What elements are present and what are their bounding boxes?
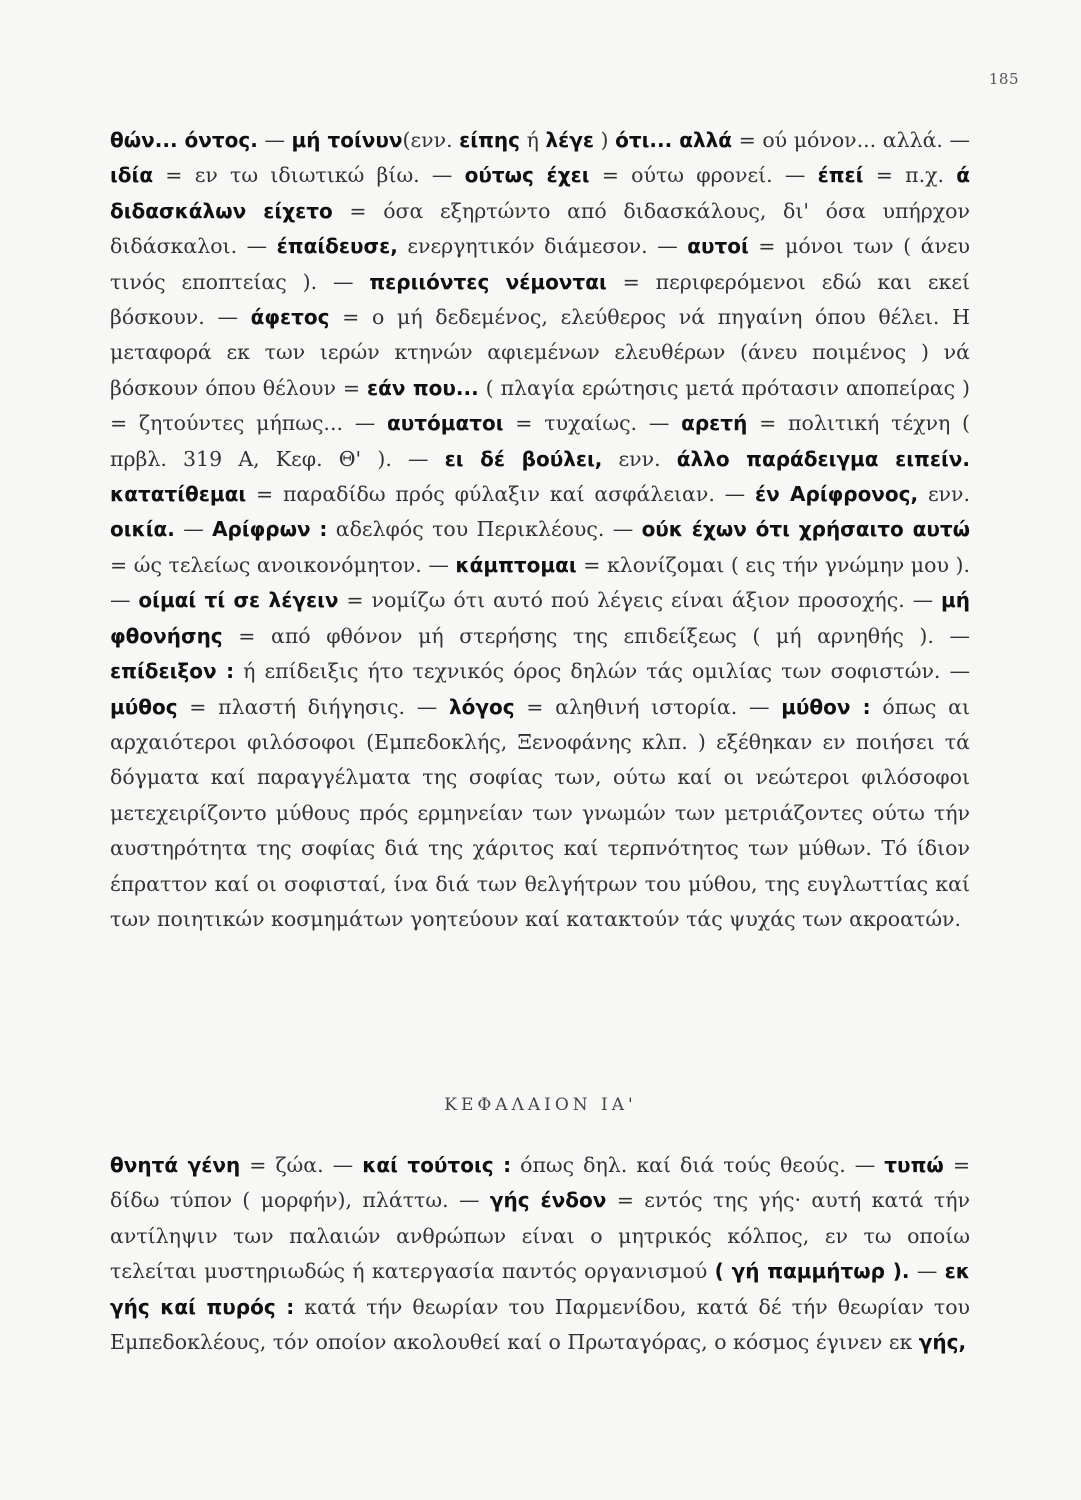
lemma: άλλο παράδειγμα ειπείν. xyxy=(676,446,971,471)
gloss-text: αδελφός του Περικλέους. — xyxy=(327,517,642,542)
gloss-text: = τυχαίως. — xyxy=(503,411,682,436)
gloss-text: = δίδω τύπον ( μορφήν), πλάττω. — xyxy=(110,1153,970,1213)
gloss-text: ή επίδειξις ήτο τεχνικός όρος δηλών τάς ομιλίας των σοφιστών. — xyxy=(234,659,970,684)
lemma: ιδία xyxy=(110,163,154,188)
lemma: εάν που... xyxy=(366,375,479,400)
gloss-text: (ενν. xyxy=(402,128,460,152)
commentary-paragraph xyxy=(110,1148,970,1360)
lemma: οικία. xyxy=(110,517,175,542)
commentary-block xyxy=(110,123,970,937)
gloss-text: = νομίζω ότι αυτό πού λέγεις είναι άξιον προσοχής. — xyxy=(338,588,942,613)
lemma: άφετος xyxy=(250,305,330,330)
lemma: ούκ έχων ότι χρήσαιτο αυτώ xyxy=(641,517,970,542)
lemma: ότι... αλλά xyxy=(615,128,733,152)
lemma: κατατίθεμαι xyxy=(110,482,247,507)
gloss-text: όπως δηλ. καί διά τούς θεούς. — xyxy=(511,1153,885,1177)
lemma: περιιόντες νέμονται xyxy=(369,269,607,294)
commentary-paragraph xyxy=(110,123,970,937)
gloss-text: — xyxy=(257,128,292,152)
gloss-text: = εντός της γής· αυτή κατά τήν αντίληψιν των παλαιών ανθρώπων είναι ο μητρικός κόλπος, εν τω οποίω τελείται μυστηριωδώς ή κατεργασία παντός οργανισμού xyxy=(110,1188,970,1284)
gloss-text: = πλαστή διήγησις. — xyxy=(177,694,449,719)
lemma: μή τοίνυν xyxy=(291,128,403,152)
gloss-text: ή xyxy=(520,128,546,152)
lemma: λέγε xyxy=(545,128,594,152)
lemma: έπαίδευσε, xyxy=(276,234,398,259)
gloss-text: ενν. xyxy=(602,446,677,471)
lemma: οίμαί τί σε λέγειν xyxy=(138,588,339,613)
lemma: αυτοί xyxy=(687,234,749,259)
lemma: θνητά γένη xyxy=(110,1153,241,1177)
gloss-text: = π.χ. xyxy=(863,163,957,188)
gloss-text: = ο μή δεδεμένος, ελεύθερος νά πηγαίνη όπου θέλει. Η μεταφορά εκ των ιερών κτηνών αφιεμένων ελευθέρων (άνευ ποιμένος ) νά βόσκουν όπου θέλουν = xyxy=(110,305,970,400)
gloss-text: = αληθινή ιστορία. — xyxy=(514,694,782,719)
gloss-text: — xyxy=(909,1259,945,1284)
gloss-text: ενεργητικόν διάμεσον. — xyxy=(397,234,688,259)
lemma: Αρίφρων : xyxy=(212,517,328,542)
gloss-text: = κλονίζομαι ( εις τήν γνώμην μου ). — xyxy=(110,552,970,613)
lemma: θών... όντος. xyxy=(110,128,258,152)
chapter-heading: ΚΕΦΑΛΑΙΟΝ ΙΑ' xyxy=(444,1095,637,1115)
lemma: έν Αρίφρονος, xyxy=(755,482,919,507)
lemma: ούτως έχει xyxy=(464,163,590,188)
lemma: έπεί xyxy=(817,163,864,188)
gloss-text: = εν τω ιδιωτικώ βίω. — xyxy=(153,163,465,188)
gloss-text: = μόνοι των ( άνευ τινός εποπτείας ). — xyxy=(110,234,971,294)
gloss-text: = ού μόνον... αλλά. — xyxy=(732,128,971,152)
gloss-text: όπως αι αρχαιότεροι φιλόσοφοι (Εμπεδοκλής, Ξενοφάνης κλπ. ) εξέθηκαν εν ποιήσει τά δόγματα καί παραγγέλματα της σοφίας των, ούτω καί οι νεώτεροι φιλόσοφοι μετεχειρίζοντο μύθους πρός ερμηνείαν των γνωμών των μετριάζοντες ούτω τήν αυστηρότητα της σοφίας διά της χάριτος καί τερπνότητος των μύθων. Τό ίδιον έπραττον καί οι σοφισταί, ίνα διά των θελγήτρων του μύθου, της ευγλωττίας καί των ποιητικών κοσμημάτων γοητεύουν καί κατακτούν τάς ψυχάς των ακροατών. xyxy=(110,694,970,931)
lemma: ( γή παμμήτωρ ). xyxy=(714,1259,910,1284)
gloss-text: = ζώα. — xyxy=(240,1153,363,1177)
gloss-text: ( πλαγία ερώτησις μετά πρότασιν αποπείρας ) = ζητούντες μήπως... — xyxy=(110,375,970,436)
gloss-text: ) xyxy=(593,128,616,152)
lemma: επίδειξον : xyxy=(110,659,235,684)
gloss-text: κατά τήν θεωρίαν του Παρμενίδου, κατά δέ τήν θεωρίαν του Εμπεδοκλέους, τόν οποίον ακολουθεί καί ο Πρωταγόρας, ο κόσμος έγινεν εκ xyxy=(110,1294,970,1355)
lemma: λόγος xyxy=(448,694,515,719)
lemma: μή φθονήσης xyxy=(110,588,970,648)
lemma: αρετή xyxy=(681,411,748,436)
gloss-text: = παραδίδω πρός φύλαξιν καί ασφάλειαν. — xyxy=(246,482,755,507)
gloss-text: = ούτω φρονεί. — xyxy=(589,163,818,188)
lemma: μύθος xyxy=(110,694,178,719)
gloss-text: = περιφερόμενοι εδώ και εκεί βόσκουν. — xyxy=(110,269,970,330)
gloss-text: = πολιτική τέχνη ( πρβλ. 319 Α, Κεφ. Θ' ). — xyxy=(110,411,970,471)
gloss-text: = ώς τελείως ανοικονόμητον. — xyxy=(110,552,456,577)
lemma: γής, xyxy=(918,1330,967,1355)
lemma: γής ένδον xyxy=(489,1188,607,1213)
lemma: ά διδασκάλων είχετο xyxy=(110,163,970,223)
lemma: κάμπτομαι xyxy=(455,552,577,577)
lemma: μύθον : xyxy=(781,694,871,719)
gloss-text: ενν. xyxy=(918,482,971,507)
lemma: καί τούτοις : xyxy=(362,1153,512,1177)
gloss-text: = από φθόνον μή στερήσης της επιδείξεως ( μή αρνηθής ). — xyxy=(222,623,970,648)
commentary-block-chapter-11 xyxy=(110,1148,970,1360)
lemma: τυπώ xyxy=(884,1153,944,1177)
lemma: ει δέ βούλει, xyxy=(444,446,603,471)
page-number: 185 xyxy=(988,70,1019,88)
lemma: αυτόματοι xyxy=(387,411,504,436)
lemma: εκ γής καί πυρός : xyxy=(110,1259,971,1319)
lemma: είπης xyxy=(459,128,521,152)
gloss-text: — xyxy=(174,517,213,542)
gloss-text: = όσα εξηρτώντο από διδασκάλους, δι' όσα υπήρχον διδάσκαλοι. — xyxy=(110,198,970,259)
